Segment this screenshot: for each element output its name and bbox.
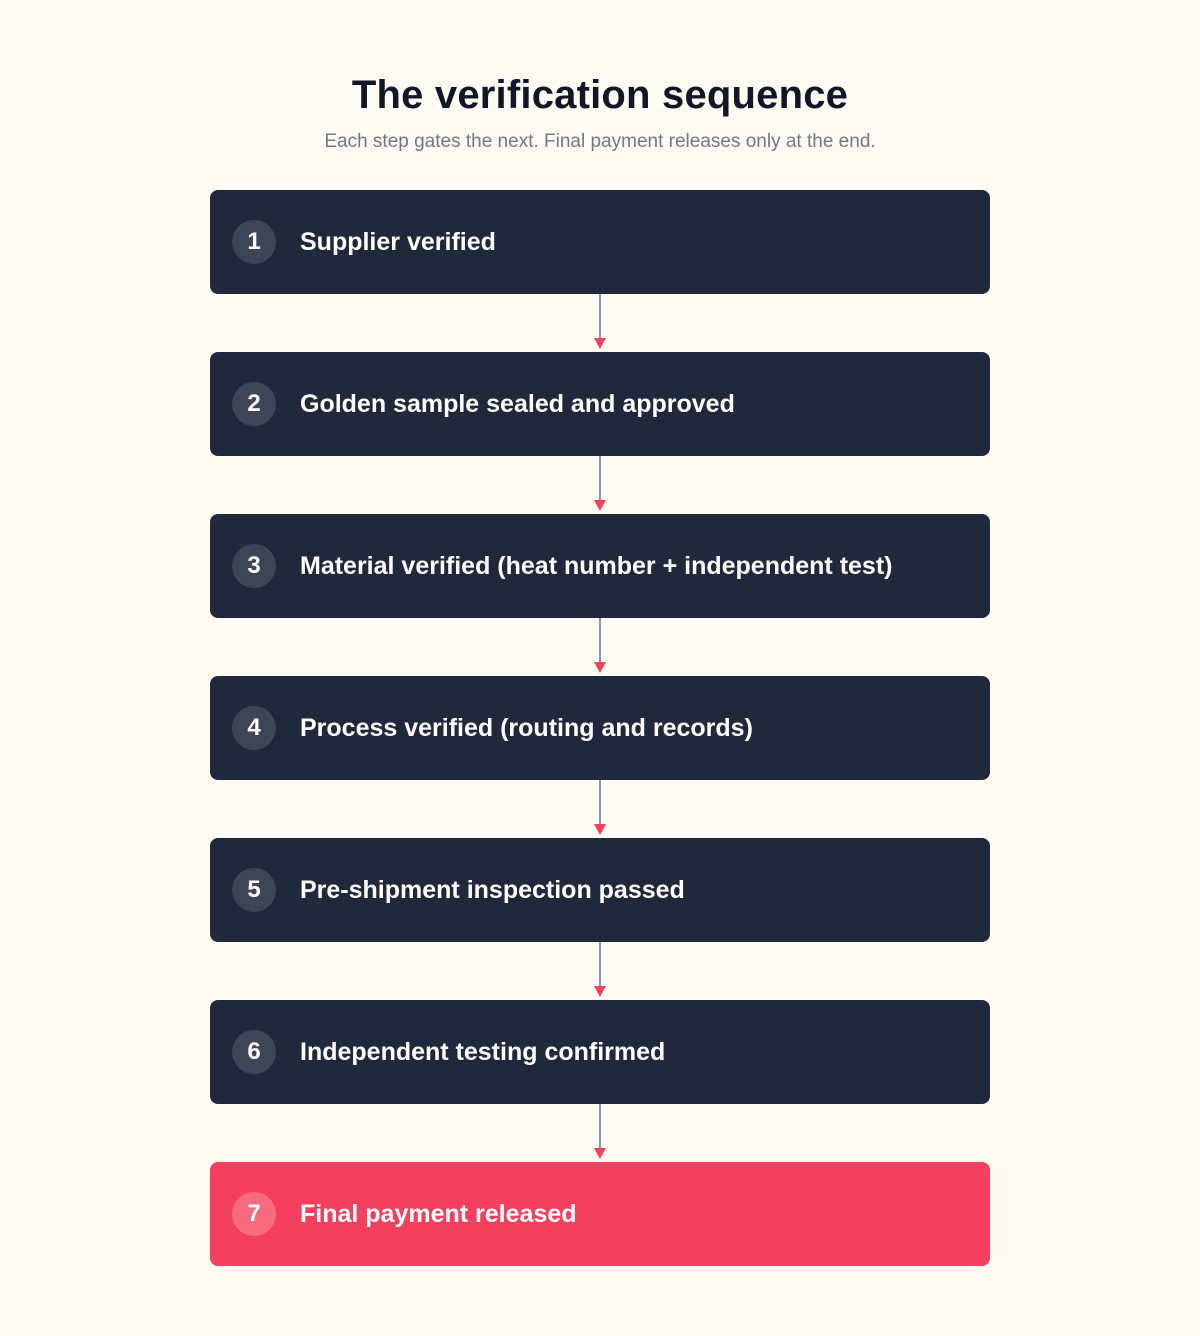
step-number-badge: 6 xyxy=(232,1030,276,1074)
step-number-badge: 1 xyxy=(232,220,276,264)
verification-flowchart xyxy=(210,190,990,1266)
down-arrow-icon xyxy=(594,500,606,511)
step-4-process-verified xyxy=(210,676,990,780)
step-number-badge: 3 xyxy=(232,544,276,588)
flow-connector-5-6 xyxy=(210,942,990,1000)
connector-line xyxy=(599,942,601,988)
step-6-independent-testing xyxy=(210,1000,990,1104)
step-number-badge: 4 xyxy=(232,706,276,750)
down-arrow-icon xyxy=(594,662,606,673)
page-title: The verification sequence xyxy=(351,73,849,117)
step-label: Golden sample sealed and approved xyxy=(300,390,735,418)
flow-connector-3-4 xyxy=(210,618,990,676)
step-label: Supplier verified xyxy=(300,228,496,256)
step-number-badge: 2 xyxy=(232,382,276,426)
step-label: Process verified (routing and records) xyxy=(300,714,753,742)
step-label: Material verified (heat number + independent test) xyxy=(300,552,893,580)
step-2-golden-sample xyxy=(210,352,990,456)
step-5-pre-shipment-inspection xyxy=(210,838,990,942)
step-3-material-verified xyxy=(210,514,990,618)
connector-line xyxy=(599,456,601,502)
step-label: Pre-shipment inspection passed xyxy=(300,876,685,904)
down-arrow-icon xyxy=(594,1148,606,1159)
flow-connector-1-2 xyxy=(210,294,990,352)
step-label: Final payment released xyxy=(300,1200,577,1228)
page-subtitle: Each step gates the next. Final payment releases only at the end. xyxy=(324,131,876,152)
connector-line xyxy=(599,780,601,826)
step-number-badge: 7 xyxy=(232,1192,276,1236)
flow-connector-6-7 xyxy=(210,1104,990,1162)
step-label: Independent testing confirmed xyxy=(300,1038,666,1066)
flow-connector-4-5 xyxy=(210,780,990,838)
step-number-badge: 5 xyxy=(232,868,276,912)
connector-line xyxy=(599,1104,601,1150)
down-arrow-icon xyxy=(594,986,606,997)
down-arrow-icon xyxy=(594,338,606,349)
down-arrow-icon xyxy=(594,824,606,835)
connector-line xyxy=(599,294,601,340)
step-1-supplier-verified xyxy=(210,190,990,294)
connector-line xyxy=(599,618,601,664)
flow-connector-2-3 xyxy=(210,456,990,514)
step-7-final-payment xyxy=(210,1162,990,1266)
